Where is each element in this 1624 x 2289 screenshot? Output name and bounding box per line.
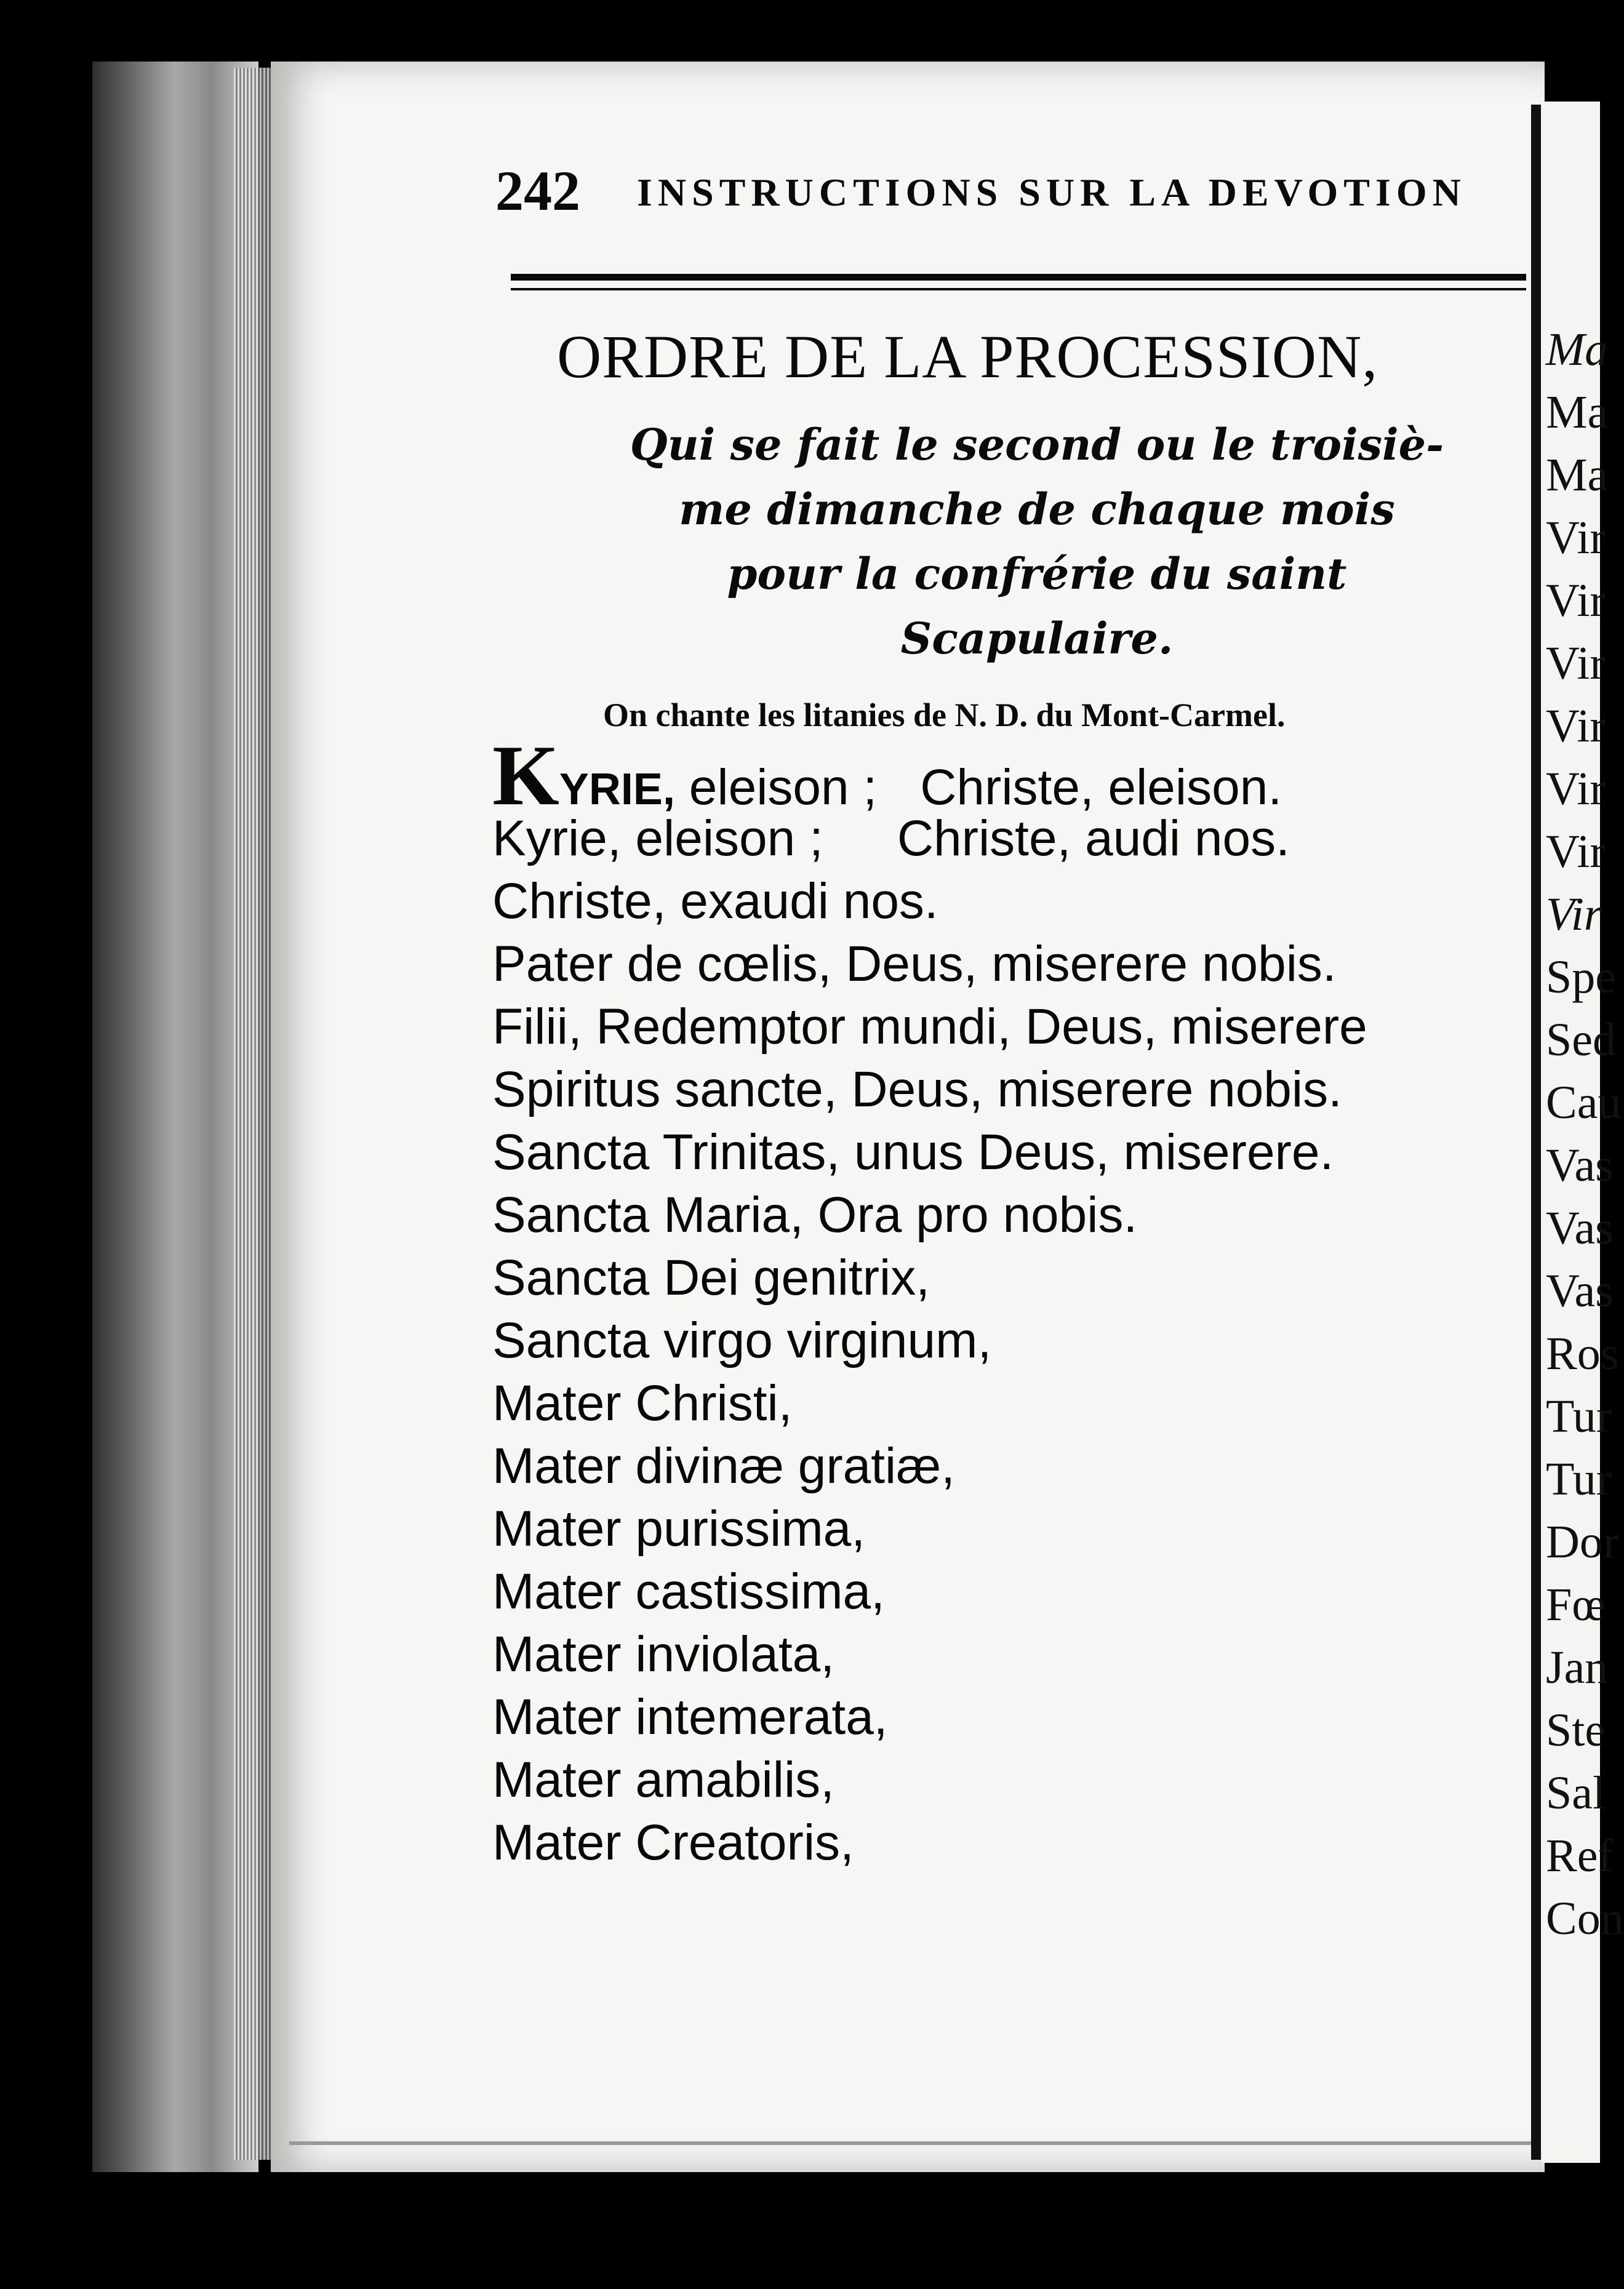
header-rule-thick bbox=[511, 274, 1526, 281]
litany-line: Christe, exaudi nos. bbox=[492, 873, 938, 929]
facing-page-word: Dor bbox=[1546, 1516, 1619, 1568]
litany-phrase: eleison ; bbox=[689, 759, 878, 815]
facing-page-word: Tur bbox=[1546, 1391, 1612, 1442]
litany-line: Pater de cœlis, Deus, miserere nobis. bbox=[492, 936, 1337, 992]
litany-line: Mater intemerata, bbox=[492, 1689, 888, 1745]
facing-page-word: Cau bbox=[1546, 1077, 1622, 1129]
facing-page-word: Ros bbox=[1546, 1328, 1619, 1380]
facing-page-word: Sed bbox=[1546, 1014, 1616, 1066]
facing-page-word: Vir bbox=[1546, 763, 1606, 815]
facing-page-word: Vas bbox=[1546, 1140, 1614, 1191]
section-subtitle bbox=[591, 412, 1483, 671]
page-bottom-edge bbox=[289, 2141, 1532, 2145]
litany-phrase: Christe, audi nos. bbox=[897, 810, 1290, 866]
facing-page-word: Ma bbox=[1546, 386, 1609, 438]
litany-line: Mater castissima, bbox=[492, 1564, 885, 1620]
section-title: ORDRE DE LA PROCESSION, bbox=[557, 322, 1378, 391]
subtitle-line: Qui se fait le second ou le troisiè- bbox=[630, 419, 1444, 470]
facing-page-word: Ref bbox=[1546, 1830, 1614, 1882]
litany-line bbox=[492, 807, 1538, 870]
facing-page-word: Con bbox=[1546, 1893, 1624, 1944]
litany-line: Mater purissima, bbox=[492, 1501, 866, 1557]
small-caps-word: YRIE, bbox=[559, 765, 675, 814]
facing-page-word: Fœ bbox=[1546, 1579, 1606, 1631]
facing-page-word: Vas bbox=[1546, 1265, 1614, 1317]
running-head-title: INSTRUCTIONS SUR LA DEVOTION bbox=[637, 170, 1466, 214]
litany-line: Sancta Dei genitrix, bbox=[492, 1250, 930, 1306]
facing-page-word: Vir bbox=[1546, 889, 1602, 940]
facing-page-word: Vas bbox=[1546, 1202, 1614, 1254]
facing-page-word: Vir bbox=[1546, 575, 1606, 626]
facing-page-word: Vir bbox=[1546, 637, 1606, 689]
facing-page-word: Sal bbox=[1546, 1767, 1606, 1819]
litany-line: Sancta Maria, Ora pro nobis. bbox=[492, 1187, 1138, 1243]
litany-line: Spiritus sancte, Deus, miserere nobis. bbox=[492, 1061, 1342, 1117]
litany-line bbox=[492, 728, 1538, 823]
litany-phrase: Kyrie, eleison ; bbox=[492, 810, 823, 866]
facing-page-word: Vir bbox=[1546, 700, 1606, 752]
litany-phrase: Christe, eleison. bbox=[920, 759, 1282, 815]
subtitle-line: Scapulaire. bbox=[900, 613, 1174, 664]
facing-page-word: Jan bbox=[1546, 1642, 1609, 1693]
page-number: 242 bbox=[495, 159, 580, 222]
facing-page-word: Ste bbox=[1546, 1704, 1606, 1756]
facing-page-word: Ma bbox=[1546, 324, 1609, 375]
litany-text bbox=[492, 728, 1538, 1874]
litany-line: Mater divinæ gratiæ, bbox=[492, 1438, 955, 1494]
subtitle-line: me dimanche de chaque mois bbox=[679, 484, 1395, 535]
facing-page-word: Ma bbox=[1546, 449, 1609, 501]
litany-line: Mater Christi, bbox=[492, 1375, 793, 1431]
litany-line: Sancta virgo virginum, bbox=[492, 1312, 992, 1368]
subtitle-line: pour la confrérie du saint bbox=[727, 548, 1347, 599]
facing-page-word: Spe bbox=[1546, 951, 1616, 1003]
facing-page-word: Tur bbox=[1546, 1453, 1612, 1505]
litany-line: Filii, Redemptor mundi, Deus, miserere bbox=[492, 999, 1367, 1055]
facing-page-word: Vir bbox=[1546, 512, 1606, 564]
header-rule-thin bbox=[511, 288, 1526, 290]
facing-page-word: Vir bbox=[1546, 826, 1606, 877]
litany-line: Mater inviolata, bbox=[492, 1626, 835, 1682]
litany-line: Sancta Trinitas, unus Deus, miserere. bbox=[492, 1124, 1334, 1180]
running-head bbox=[495, 154, 1517, 228]
litany-line: Mater Creatoris, bbox=[492, 1815, 854, 1871]
drop-cap: K bbox=[492, 728, 559, 823]
section-note: On chante les litanies de N. D. du Mont-Carmel. bbox=[603, 697, 1286, 733]
litany-line: Mater amabilis, bbox=[492, 1752, 834, 1808]
